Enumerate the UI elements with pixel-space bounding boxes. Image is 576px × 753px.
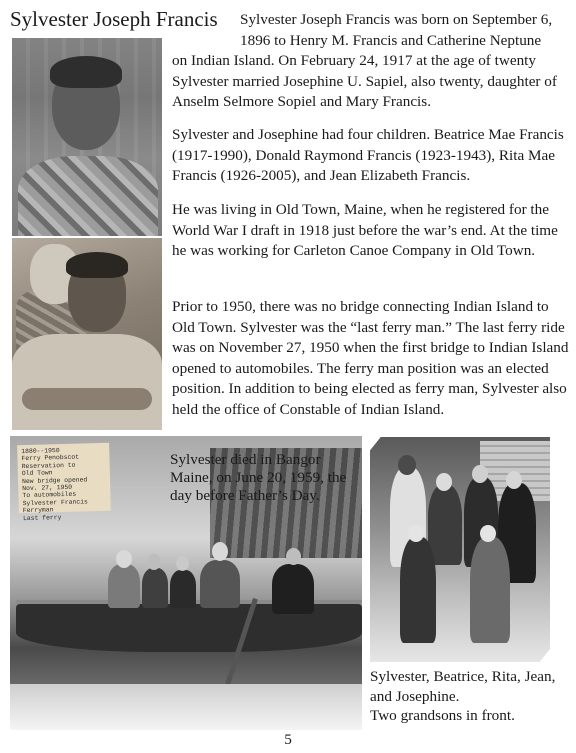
note-line: New bridge opened xyxy=(21,476,88,485)
note-line: Ferry Penobscot xyxy=(21,454,80,463)
ferry-photo-caption: Sylvester died in Bangor Maine, on June 20, 1959, the day before Father’s Day. xyxy=(170,451,347,504)
bio-paragraph-children: Sylvester and Josephine had four children. Beatrice Mae Francis (1917-1990), Donald Raymond Francis (1923-1943), Rita Mae Francis (1926-2005), and Jean Elizabeth Francis. xyxy=(172,126,564,184)
page-number: 5 xyxy=(284,731,292,748)
caption-line: Sylvester, Beatrice, Rita, Jean, and Josephine. xyxy=(370,668,556,705)
note-line: Reservation to xyxy=(21,461,76,470)
family-photo xyxy=(370,437,550,662)
bio-paragraph-birth-intro: Sylvester Joseph Francis was born on September 6, 1896 to Henry M. Francis and Catherine Neptune xyxy=(240,11,553,49)
page-title: Sylvester Joseph Francis xyxy=(10,7,218,31)
bio-paragraph-draft: He was living in Old Town, Maine, when he registered for the World War I draft in 1918 just before the war’s end. At the time he was working for Carleton Canoe Company in Old Town. xyxy=(172,201,558,259)
note-line: Ferryman xyxy=(22,506,54,515)
note-line: Old Town xyxy=(21,469,53,478)
note-line: Last ferry xyxy=(22,513,62,522)
note-line: Nov. 27, 1950 xyxy=(22,483,73,493)
note-line: To automobiles xyxy=(22,491,77,500)
bio-paragraph-ferry: Prior to 1950, there was no bridge connecting Indian Island to Old Town. Sylvester was the “last ferry man.” The last ferry ride was on November 27, 1950 when the first bridge to Indian Island opened to automobiles. The ferry man position was an elected position. In addition to being elected as ferry man, Sylvester also held the office of Constable of Indian Island. xyxy=(172,298,569,418)
family-photo-caption xyxy=(370,667,560,726)
portrait-photo xyxy=(12,38,162,236)
ferry-note-card xyxy=(17,443,111,522)
photo-with-woman xyxy=(12,238,162,430)
caption-line: Two grandsons in front. xyxy=(370,707,515,724)
bio-paragraph-birth: on Indian Island. On February 24, 1917 at the age of twenty Sylvester married Josephine U. Sapiel, also twenty, daughter of Anselm Selmore Sopiel and Mary Francis. xyxy=(172,52,557,110)
note-line: Sylvester Francis xyxy=(22,498,88,507)
note-line: 1880--1950 xyxy=(21,447,60,456)
